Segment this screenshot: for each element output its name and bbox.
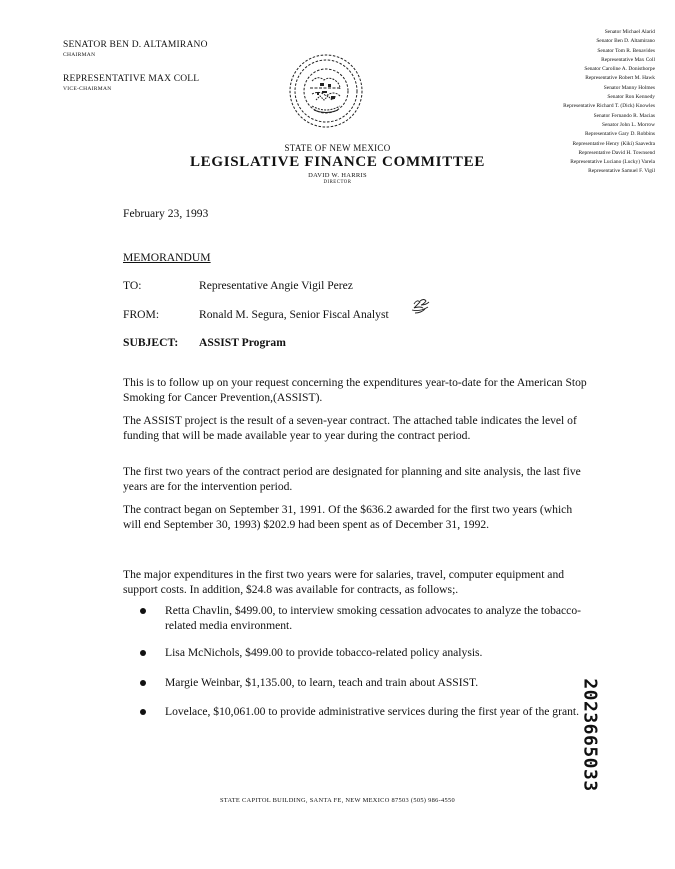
bullet-icon xyxy=(140,680,146,686)
subject-value: ASSIST Program xyxy=(199,336,286,349)
director-name: DAVID W. HARRIS xyxy=(308,172,367,179)
member-name: Representative Richard T. (Dick) Knowles xyxy=(563,103,655,110)
member-name: Representative Max Coll xyxy=(601,56,655,63)
vice-chair-name: REPRESENTATIVE MAX COLL xyxy=(63,74,200,84)
from-value: Ronald M. Segura, Senior Fiscal Analyst xyxy=(199,308,389,321)
to-value: Representative Angie Vigil Perez xyxy=(199,279,353,292)
bates-number xyxy=(560,670,620,800)
member-name: Representative Gary D. Robbins xyxy=(584,131,655,138)
bullet-icon xyxy=(140,608,146,614)
member-name: Senator Tom R. Benavides xyxy=(597,47,655,54)
chair-title: CHAIRMAN xyxy=(63,52,96,58)
initials-signature-icon xyxy=(410,298,432,316)
member-name: Representative Samuel F. Vigil xyxy=(588,168,655,175)
contract-text: Retta Chavlin, $499.00, to interview smoking cessation advocates to analyze the tobacco-related media environment. xyxy=(165,604,581,632)
state-seal-icon xyxy=(276,48,376,134)
member-name: Senator Ben D. Altamirano xyxy=(596,38,655,45)
memo-heading: MEMORANDUM xyxy=(123,251,211,264)
member-name: Senator Ron Kennedy xyxy=(607,94,655,101)
memo-date: February 23, 1993 xyxy=(123,207,209,220)
member-name: Senator Michael Alarid xyxy=(604,29,655,35)
director-title: DIRECTOR xyxy=(323,180,352,185)
contract-text: Lovelace, $10,061.00 to provide administrative services during the first year of the grant. xyxy=(165,705,580,718)
member-name: Representative David H. Townsend xyxy=(578,149,655,156)
paragraph: The major expenditures in the first two years were for salaries, travel, computer equipment and support costs. In addition, $24.8 was available for contracts, as follows;. xyxy=(123,568,565,596)
footer-address: STATE CAPITOL BUILDING, SANTA FE, NEW MEXICO 87503 (505) 986-4550 xyxy=(219,797,456,804)
bullet-icon xyxy=(140,709,146,715)
member-name: Representative Robert M. Hawk xyxy=(585,75,655,82)
committee-name: LEGISLATIVE FINANCE COMMITTEE xyxy=(189,154,486,170)
paragraph: This is to follow up on your request concerning the expenditures year-to-date for the American Stop Smoking for Cancer Prevention,(ASSIST). xyxy=(123,376,587,404)
state-name: STATE OF NEW MEXICO xyxy=(284,143,391,153)
bullet-icon xyxy=(140,650,146,656)
to-label: TO: xyxy=(123,279,142,292)
paragraph: The first two years of the contract period are designated for planning and site analysis, the last five years are for the intervention period. xyxy=(123,465,581,493)
member-name: Representative Luciano (Lucky) Varela xyxy=(570,159,655,166)
member-name: Senator Caroline A. Donisthorpe xyxy=(584,66,655,73)
chair-name: SENATOR BEN D. ALTAMIRANO xyxy=(63,40,208,50)
member-name: Senator John L. Morrow xyxy=(601,121,655,128)
vice-chair-title: VICE-CHAIRMAN xyxy=(63,86,112,92)
member-name: Senator Manny Holmes xyxy=(603,84,655,91)
member-name: Senator Fernando R. Macias xyxy=(593,112,655,119)
subject-label: SUBJECT: xyxy=(123,336,179,349)
from-label: FROM: xyxy=(123,308,160,321)
bates-number-text: 2023665033 xyxy=(579,678,601,792)
contract-text: Lisa McNichols, $499.00 to provide tobacco-related policy analysis. xyxy=(165,646,483,659)
paragraph: The ASSIST project is the result of a seven-year contract. The attached table indicates the level of funding that will be made available year to year during the contract period. xyxy=(123,414,577,442)
paragraph: The contract began on September 31, 1991. Of the $636.2 awarded for the first two years (which will end September 30, 1993) $202.9 had been spent as of December 31, 1992. xyxy=(123,503,573,531)
contract-text: Margie Weinbar, $1,135.00, to learn, teach and train about ASSIST. xyxy=(165,676,479,689)
member-name: Representative Henry (Kiki) Saavedra xyxy=(572,140,655,147)
